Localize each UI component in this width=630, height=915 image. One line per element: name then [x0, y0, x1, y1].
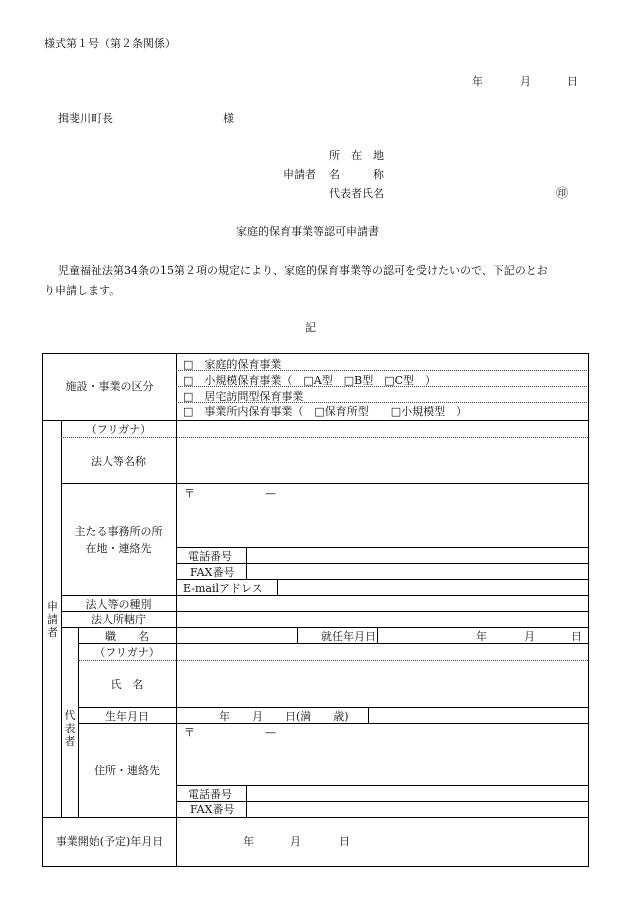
postal-dash: —	[265, 487, 276, 500]
birth-date-label: 生年月日	[105, 710, 149, 723]
position-label: 職 名	[105, 630, 149, 643]
corp-name-label: 法人等名称	[91, 455, 146, 468]
phone-label: 電話番号	[188, 550, 232, 563]
start-month: 月	[290, 835, 301, 848]
form-number: 様式第１号（第２条関係）	[44, 37, 176, 50]
date-year: 年	[472, 75, 483, 88]
office-label-2: 在地・連絡先	[85, 542, 152, 555]
option-small-scale[interactable]: □ 小規模保育事業（ □A型 □B型 □C型 ）	[183, 374, 437, 387]
body-line-1: 児童福祉法第34条の15第２項の規定により、家庭的保育事業等の認可を受けたいので、下記のとお	[58, 264, 548, 277]
applicant-label: 申請者	[283, 168, 316, 181]
applicant-side-label: 申請者	[47, 600, 58, 639]
start-day: 日	[339, 835, 350, 848]
email-label: E-mailアドレス	[183, 582, 263, 595]
option-home-visit[interactable]: □ 居宅訪問型保育事業	[183, 390, 304, 403]
furigana-label: （フリガナ）	[85, 423, 152, 436]
start-date-label: 事業開始(予定)年月日	[55, 835, 164, 848]
address-label: 住所・連絡先	[94, 764, 160, 777]
appointed-year: 年	[476, 630, 487, 643]
office-label-1: 主たる事務所の所	[74, 525, 163, 538]
rep-postal-dash: —	[265, 726, 276, 739]
rep-name-label: 氏 名	[110, 678, 144, 691]
corp-type-label: 法人等の種別	[85, 598, 152, 611]
rep-side-label: 代表者	[64, 709, 76, 748]
rep-fax-label: FAX番号	[190, 803, 235, 816]
date-month: 月	[520, 75, 531, 88]
appointed-month: 月	[524, 630, 535, 643]
seal-mark: ㊞	[556, 186, 569, 200]
application-form-table	[42, 353, 589, 867]
location-label: 所 在 地	[329, 149, 384, 162]
fax-label: FAX番号	[190, 566, 235, 579]
start-year: 年	[243, 835, 254, 848]
appointed-date-label: 就任年月日	[321, 630, 376, 643]
option-home-based[interactable]: □ 家庭的保育事業	[183, 358, 282, 371]
document-title: 家庭的保育事業等認可申請書	[236, 225, 379, 238]
rep-furigana-label: （フリガナ）	[94, 646, 160, 659]
appointed-day: 日	[571, 630, 582, 643]
option-workplace[interactable]: □ 事業所内保育事業（ □保育所型 □小規模型 ）	[183, 405, 468, 418]
corp-agency-label: 法人所轄庁	[91, 613, 146, 626]
birth-date-value: 年 月 日(満 歳)	[219, 710, 349, 723]
category-label: 施設・事業の区分	[65, 380, 154, 393]
date-day: 日	[567, 75, 578, 88]
rep-name-label: 代表者氏名	[329, 187, 384, 200]
body-line-2: り申請します。	[44, 284, 121, 297]
addressee: 揖斐川町長	[58, 112, 113, 125]
postal-mark: 〒	[184, 487, 195, 500]
rep-postal-mark: 〒	[184, 726, 195, 739]
rep-phone-label: 電話番号	[188, 788, 232, 801]
name-label: 名 称	[329, 168, 384, 181]
honorific: 様	[223, 112, 234, 125]
ki-label: 記	[305, 321, 316, 334]
